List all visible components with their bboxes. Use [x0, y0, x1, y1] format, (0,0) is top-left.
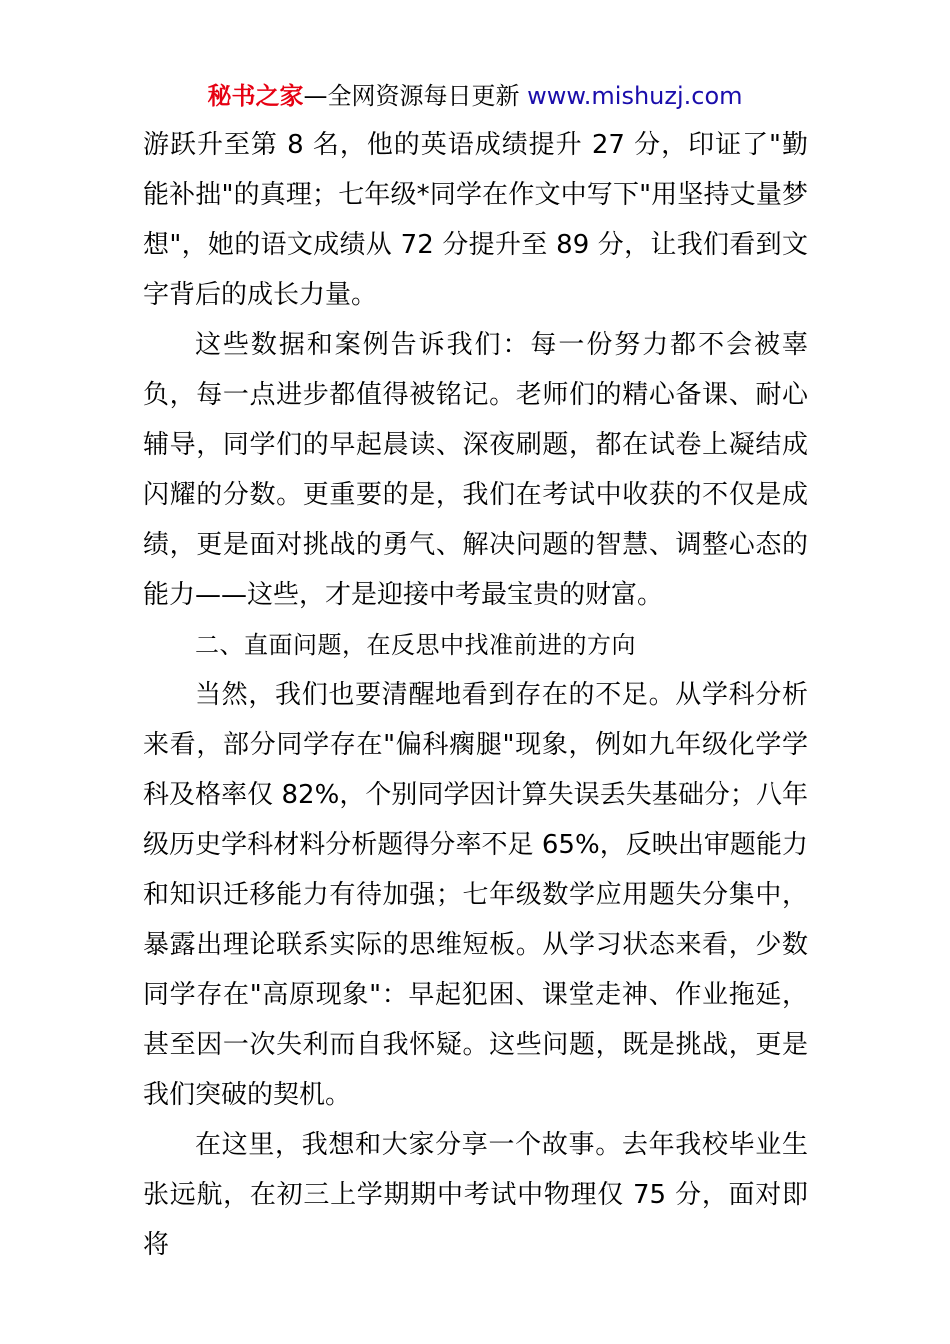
paragraph-story: 在这里，我想和大家分享一个故事。去年我校毕业生张远航，在初三上学期期中考试中物理仅 75 分，面对即将: [143, 1130, 808, 1260]
document-body: [143, 120, 808, 1270]
page-header: [0, 80, 950, 112]
paragraph-data-cases: 这些数据和案例告诉我们：每一份努力都不会被辜负，每一点进步都值得被铭记。老师们的精心备课、耐心辅导，同学们的早起晨读、深夜刷题，都在试卷上凝结成闪耀的分数。更重要的是，我们在考试中收获的不仅是成绩，更是面对挑战的勇气、解决问题的智慧、调整心态的能力——这些，才是迎接中考最宝贵的财富。: [143, 330, 808, 610]
section-heading-2: 二、直面问题，在反思中找准前进的方向: [195, 631, 636, 659]
paragraph-continuation: 游跃升至第 8 名，他的英语成绩提升 27 分，印证了"勤能补拙"的真理；七年级*同学在作文中写下"用坚持丈量梦想"，她的语文成绩从 72 分提升至 89 分，让我们看到文字背后的成长力量。: [143, 130, 808, 310]
brand-name: 秘书之家: [207, 82, 304, 110]
site-url-link[interactable]: www.mishuzj.com: [527, 82, 743, 110]
header-tagline: —全网资源每日更新: [303, 82, 520, 110]
paragraph-problems: 当然，我们也要清醒地看到存在的不足。从学科分析来看，部分同学存在"偏科瘸腿"现象，例如九年级化学学科及格率仅 82%，个别同学因计算失误丢失基础分；八年级历史学科材料分析题得分率不足 65%，反映出审题能力和知识迁移能力有待加强；七年级数学应用题失分集中，暴露出理论联系实际的思维短板。从学习状态来看，少数同学存在"高原现象"：早起犯困、课堂走神、作业拖延，甚至因一次失利而自我怀疑。这些问题，既是挑战，更是我们突破的契机。: [143, 680, 808, 1110]
